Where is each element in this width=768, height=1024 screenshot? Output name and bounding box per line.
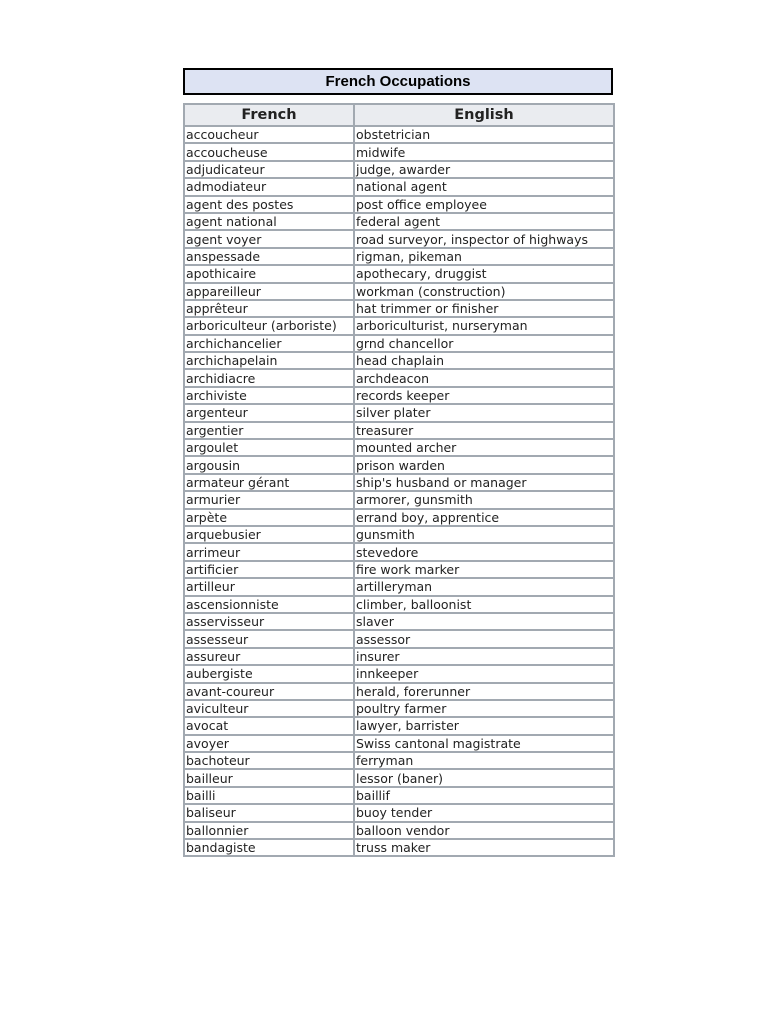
cell-english: lawyer, barrister [354, 717, 614, 734]
cell-english: balloon vendor [354, 822, 614, 839]
table-row [184, 317, 614, 334]
table-row [184, 439, 614, 456]
table-row [184, 683, 614, 700]
cell-french: avoyer [184, 735, 354, 752]
cell-english: lessor (baner) [354, 769, 614, 786]
cell-english: road surveyor, inspector of highways [354, 230, 614, 247]
cell-french: assesseur [184, 630, 354, 647]
table-row [184, 352, 614, 369]
table-row [184, 665, 614, 682]
cell-french: asservisseur [184, 613, 354, 630]
cell-english: innkeeper [354, 665, 614, 682]
table-row [184, 700, 614, 717]
cell-english: ferryman [354, 752, 614, 769]
table-row [184, 630, 614, 647]
header-row [184, 104, 614, 126]
table-row [184, 126, 614, 143]
table-row [184, 509, 614, 526]
table-row [184, 804, 614, 821]
cell-english: armorer, gunsmith [354, 491, 614, 508]
cell-english: judge, awarder [354, 161, 614, 178]
cell-french: admodiateur [184, 178, 354, 195]
cell-french: appareilleur [184, 283, 354, 300]
cell-french: ballonnier [184, 822, 354, 839]
occupations-table [183, 103, 615, 857]
table-row [184, 335, 614, 352]
cell-english: artilleryman [354, 578, 614, 595]
cell-english: silver plater [354, 404, 614, 421]
cell-english: stevedore [354, 543, 614, 560]
cell-french: aviculteur [184, 700, 354, 717]
cell-french: ascensionniste [184, 596, 354, 613]
cell-english: obstetrician [354, 126, 614, 143]
cell-english: apothecary, druggist [354, 265, 614, 282]
cell-english: hat trimmer or finisher [354, 300, 614, 317]
cell-english: buoy tender [354, 804, 614, 821]
cell-french: arrimeur [184, 543, 354, 560]
cell-english: workman (construction) [354, 283, 614, 300]
cell-english: grnd chancellor [354, 335, 614, 352]
table-row [184, 491, 614, 508]
cell-french: armateur gérant [184, 474, 354, 491]
cell-french: arboriculteur (arboriste) [184, 317, 354, 334]
cell-french: accoucheur [184, 126, 354, 143]
cell-english: herald, forerunner [354, 683, 614, 700]
cell-english: slaver [354, 613, 614, 630]
table-row [184, 735, 614, 752]
table-row [184, 178, 614, 195]
table-row [184, 456, 614, 473]
table-row [184, 474, 614, 491]
cell-french: archichapelain [184, 352, 354, 369]
table-row [184, 369, 614, 386]
cell-french: archiviste [184, 387, 354, 404]
cell-french: artilleur [184, 578, 354, 595]
table-row [184, 787, 614, 804]
table-row [184, 526, 614, 543]
cell-english: records keeper [354, 387, 614, 404]
cell-english: mounted archer [354, 439, 614, 456]
cell-english: climber, balloonist [354, 596, 614, 613]
cell-english: archdeacon [354, 369, 614, 386]
table-title: French Occupations [325, 73, 471, 90]
cell-french: armurier [184, 491, 354, 508]
cell-english: gunsmith [354, 526, 614, 543]
table-row [184, 143, 614, 160]
cell-french: baliseur [184, 804, 354, 821]
cell-english: arboriculturist, nurseryman [354, 317, 614, 334]
cell-french: apprêteur [184, 300, 354, 317]
cell-english: truss maker [354, 839, 614, 856]
table-row [184, 769, 614, 786]
cell-french: argoulet [184, 439, 354, 456]
table-row [184, 265, 614, 282]
table-row [184, 596, 614, 613]
cell-french: archidiacre [184, 369, 354, 386]
table-row [184, 717, 614, 734]
table-row [184, 613, 614, 630]
table-row [184, 578, 614, 595]
cell-french: aubergiste [184, 665, 354, 682]
cell-english: midwife [354, 143, 614, 160]
cell-english: Swiss cantonal magistrate [354, 735, 614, 752]
cell-english: fire work marker [354, 561, 614, 578]
table-row [184, 543, 614, 560]
cell-french: agent des postes [184, 196, 354, 213]
cell-english: errand boy, apprentice [354, 509, 614, 526]
column-header-english: English [354, 104, 614, 126]
table-title-box [183, 68, 613, 95]
table-row [184, 752, 614, 769]
cell-english: head chaplain [354, 352, 614, 369]
cell-english: post office employee [354, 196, 614, 213]
cell-english: ship's husband or manager [354, 474, 614, 491]
table-row [184, 648, 614, 665]
table-row [184, 822, 614, 839]
cell-french: bandagiste [184, 839, 354, 856]
cell-french: avocat [184, 717, 354, 734]
cell-french: argenteur [184, 404, 354, 421]
table-row [184, 230, 614, 247]
cell-english: national agent [354, 178, 614, 195]
cell-french: argousin [184, 456, 354, 473]
cell-french: agent voyer [184, 230, 354, 247]
table-row [184, 196, 614, 213]
cell-english: federal agent [354, 213, 614, 230]
cell-french: arpète [184, 509, 354, 526]
table-body [184, 126, 614, 856]
table-row [184, 387, 614, 404]
cell-french: avant-coureur [184, 683, 354, 700]
cell-french: arquebusier [184, 526, 354, 543]
cell-french: adjudicateur [184, 161, 354, 178]
table-row [184, 248, 614, 265]
table-row [184, 213, 614, 230]
cell-french: bailli [184, 787, 354, 804]
cell-french: archichancelier [184, 335, 354, 352]
cell-english: treasurer [354, 422, 614, 439]
cell-french: assureur [184, 648, 354, 665]
cell-english: baillif [354, 787, 614, 804]
cell-french: bachoteur [184, 752, 354, 769]
cell-english: assessor [354, 630, 614, 647]
table-row [184, 422, 614, 439]
cell-english: prison warden [354, 456, 614, 473]
table-row [184, 300, 614, 317]
cell-english: insurer [354, 648, 614, 665]
cell-french: artificier [184, 561, 354, 578]
column-header-french: French [184, 104, 354, 126]
cell-english: rigman, pikeman [354, 248, 614, 265]
cell-french: agent national [184, 213, 354, 230]
cell-english: poultry farmer [354, 700, 614, 717]
cell-french: apothicaire [184, 265, 354, 282]
cell-french: argentier [184, 422, 354, 439]
cell-french: anspessade [184, 248, 354, 265]
cell-french: accoucheuse [184, 143, 354, 160]
table-row [184, 839, 614, 856]
table-row [184, 161, 614, 178]
table-row [184, 561, 614, 578]
table-row [184, 404, 614, 421]
table-row [184, 283, 614, 300]
cell-french: bailleur [184, 769, 354, 786]
